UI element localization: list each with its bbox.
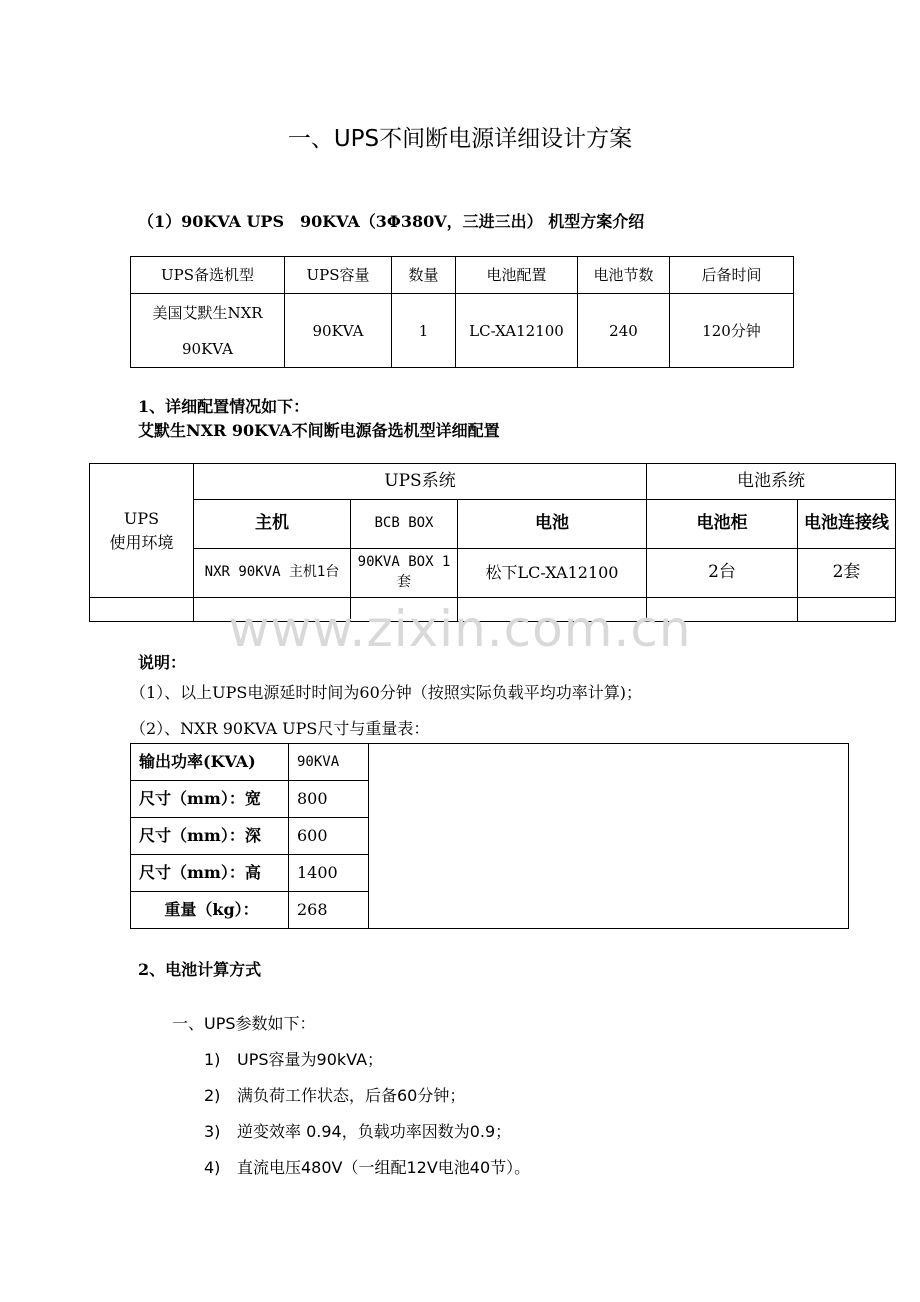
notes-line2: （2）、NXR 90KVA UPS尺寸与重量表：: [130, 719, 430, 738]
list-item: [204, 1155, 530, 1178]
config-heading: 1、详细配置情况如下：: [138, 397, 310, 416]
col-battery-cabinet: 电池柜: [647, 500, 798, 549]
cell-capacity: 90KVA: [285, 294, 392, 368]
list-text: 直流电压480V（一组配12V电池40节）。: [237, 1158, 531, 1177]
model-line1: 美国艾默生NXR: [152, 303, 263, 322]
col-host: 主机: [194, 500, 351, 549]
row-value: 90KVA: [289, 744, 369, 781]
header-battery-count: 电池节数: [578, 257, 670, 294]
cell-cabinet-value: 2台: [647, 549, 798, 598]
list-number: 4): [204, 1158, 221, 1177]
list-number: 1): [204, 1050, 221, 1069]
header-backup-time: 后备时间: [670, 257, 794, 294]
row-value: 600: [289, 818, 369, 855]
section1-heading: （1）90KVA UPS 90KVA（3Φ380V，三进三出） 机型方案介绍: [138, 212, 645, 231]
list-number: 3): [204, 1122, 221, 1141]
watermark: www.zixin.com.cn: [228, 600, 692, 658]
size-weight-table: [130, 743, 849, 929]
list-text: UPS容量为90kVA；: [237, 1050, 384, 1069]
cell-backup-time: 120分钟: [670, 294, 794, 368]
cell-battery-value: 松下LC-XA12100: [458, 549, 647, 598]
row-label: 输出功率(KVA): [131, 744, 289, 781]
list-number: 2): [204, 1086, 221, 1105]
row-label: 尺寸（mm）：高: [131, 855, 289, 892]
cell-cable-value: 2套: [798, 549, 896, 598]
notes-line1: （1）、以上UPS电源延时时间为60分钟（按照实际负载平均功率计算)；: [130, 683, 642, 702]
cell-battery-system: 电池系统: [647, 464, 896, 500]
cell-host-value: NXR 90KVA 主机1台: [194, 549, 351, 598]
row-value: 268: [289, 892, 369, 929]
list-item: [204, 1083, 465, 1106]
row-value: 800: [289, 781, 369, 818]
battery-calc-intro: 一、UPS参数如下：: [172, 1014, 316, 1033]
cell-env: [90, 464, 194, 598]
header-model: UPS备选机型: [131, 257, 285, 294]
header-quantity: 数量: [392, 257, 456, 294]
battery-calc-heading: 2、电池计算方式: [138, 960, 262, 979]
header-battery-config: 电池配置: [456, 257, 578, 294]
cell-bcb-value: 90KVA BOX 1套: [351, 549, 458, 598]
row-value: 1400: [289, 855, 369, 892]
cell-battery-config: LC-XA12100: [456, 294, 578, 368]
env-line1: UPS: [123, 508, 160, 528]
image-placeholder-cell: [369, 744, 849, 929]
cell-battery-count: 240: [578, 294, 670, 368]
ups-model-table: [130, 256, 794, 368]
ups-config-table: [89, 463, 896, 622]
env-line2: 使用环境: [109, 532, 174, 552]
notes-label: 说明：: [138, 653, 187, 672]
list-text: 逆变效率 0.94，负载功率因数为0.9；: [237, 1122, 512, 1141]
cell-model: [131, 294, 285, 368]
cell-quantity: 1: [392, 294, 456, 368]
col-bcb-box: BCB BOX: [351, 500, 458, 549]
model-line2: 90KVA: [182, 339, 233, 358]
row-label: 重量（kg）：: [131, 892, 289, 929]
config-subheading: 艾默生NXR 90KVA不间断电源备选机型详细配置: [138, 421, 500, 440]
list-item: [204, 1119, 511, 1142]
row-label: 尺寸（mm）：宽: [131, 781, 289, 818]
list-text: 满负荷工作状态，后备60分钟；: [237, 1086, 466, 1105]
col-battery-cable: 电池连接线: [798, 500, 896, 549]
row-label: 尺寸（mm）：深: [131, 818, 289, 855]
header-capacity: UPS容量: [285, 257, 392, 294]
col-battery: 电池: [458, 500, 647, 549]
page-title: 一、UPS不间断电源详细设计方案: [287, 126, 633, 152]
cell-ups-system: UPS系统: [194, 464, 647, 500]
list-item: [204, 1047, 383, 1070]
